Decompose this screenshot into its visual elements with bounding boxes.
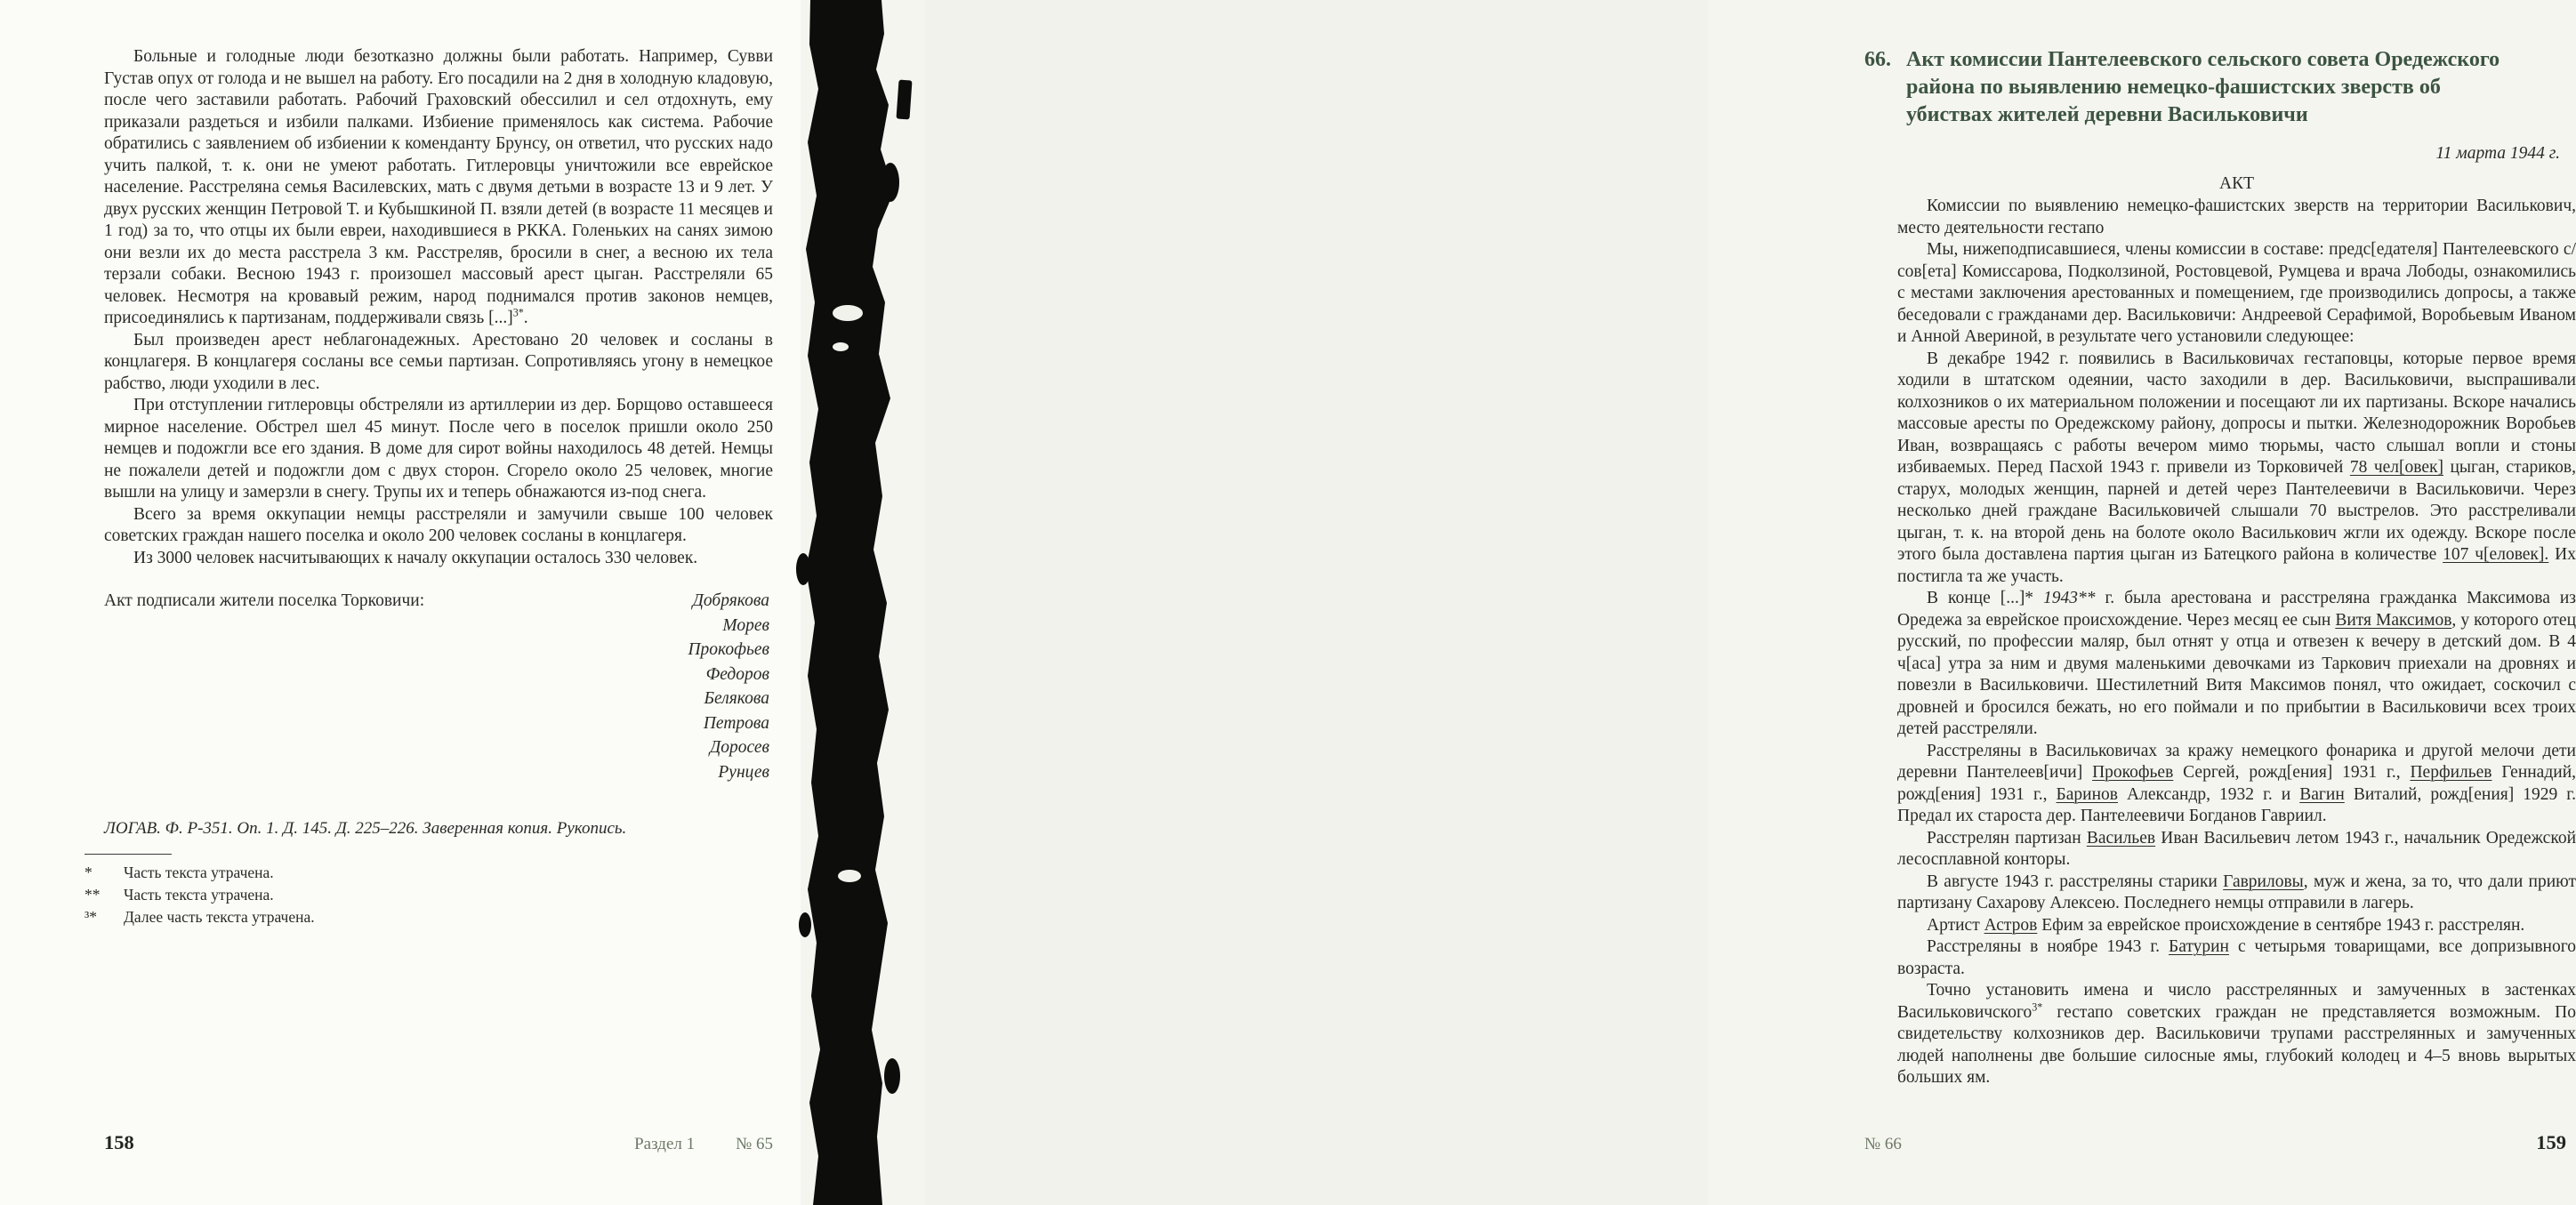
page-number: 159 bbox=[2536, 1131, 2566, 1153]
running-head-doc-number: № 65 bbox=[736, 1135, 773, 1153]
footnote-marker: ** bbox=[85, 886, 101, 904]
signature-name: Петрова bbox=[703, 713, 769, 733]
footnote-text: Далее часть текста утрачена. bbox=[124, 908, 315, 926]
signature-name: Морев bbox=[722, 615, 769, 635]
left-page-footer bbox=[104, 1131, 773, 1154]
footnote-text: Часть текста утрачена. bbox=[124, 886, 274, 904]
paragraph: Расстреляны в ноябре 1943 г. Батурин с четырьмя товарищами, все допризывного возраста. bbox=[1897, 937, 2576, 978]
signature-name: Прокофьев bbox=[688, 640, 769, 659]
signature-name: Добрякова bbox=[692, 591, 769, 610]
paragraph: Артист Астров Ефим за еврейское происхождение в сентябре 1943 г. расстрелян. bbox=[1927, 915, 2525, 935]
paragraph: Расстреляны в Васильковичах за кражу немецкого фонарика и другой мелочи дети деревни Пантелеев[ичи] Прокофьев Сергей, рожд[ения] 1931 г., Перфильев Геннадий, рожд[ения] 1931 г., Баринов Александр, 1932 г. и Вагин Виталий, рожд[ения] 1929 г. Предал их староста дер. Пантелеевичи Богданов Гавриил. bbox=[1897, 741, 2576, 825]
paragraph: Точно установить имена и число расстрелянных и замученных в застенках Васильковичского$^{3*}$ гестапо советских граждан не представляется возможным. По свидетельству колхозников дер. Васильковичи трупами расстрелянных и замученных людей наполнены две большие силосные ямы, глубокий колодец и 4–5 вновь вырытых больших ям. bbox=[1897, 981, 2576, 1087]
signature-name: Доросев bbox=[709, 738, 769, 757]
footnote bbox=[85, 862, 773, 884]
document-title: Акт комиссии Пантелеевского сельского совета Оредежского района по выявлению немецко-фашистских зверств об убиствах жителей деревни Васильковичи bbox=[1906, 48, 2500, 126]
archive-reference: ЛОГАВ. Ф. Р-351. Оп. 1. Д. 145. Д. 225–226. Заверенная копия. Рукопись. bbox=[104, 819, 627, 838]
signature-block bbox=[104, 589, 773, 786]
signature-name: Белякова bbox=[704, 689, 769, 708]
paragraph: Был произведен арест неблагонадежных. Арестовано 20 человек и сосланы в концлагеря. В концлагеря сосланы все семьи партизан. Сопротивляясь угону в немецкое рабство, люди уходили в лес. bbox=[104, 330, 773, 393]
gutter-ink-blob bbox=[794, 0, 931, 1205]
signature-name: Федоров bbox=[705, 664, 769, 684]
footnote-text: Часть текста утрачена. bbox=[124, 864, 274, 881]
paragraph: Комиссии по выявлению немецко-фашистских зверств на территории Василькович, место деятельности гестапо bbox=[1897, 197, 2576, 237]
footnote bbox=[85, 884, 773, 906]
signature-intro: Акт подписали жители поселка Торковичи: bbox=[104, 591, 425, 610]
right-page-footer bbox=[1864, 1131, 2566, 1154]
running-head-section: Раздел 1 bbox=[634, 1135, 696, 1153]
document-body bbox=[1897, 172, 2576, 1089]
footnote-marker: * bbox=[85, 864, 93, 881]
footnote-marker: ³* bbox=[85, 908, 97, 926]
document-heading: АКТ bbox=[2219, 174, 2254, 193]
document-title-row bbox=[1864, 46, 2576, 129]
right-page-text-column bbox=[1864, 46, 2576, 1089]
paragraph: Всего за время оккупации немцы расстреляли и замучили свыше 100 человек советских граждан нашего поселка и около 200 человек сосланы в концлагеря. bbox=[104, 504, 773, 545]
paragraph: В августе 1943 г. расстреляны старики Гавриловы, муж и жена, за то, что дали приют партизану Сахарову Алексею. Последнего немцы отправили в лагерь. bbox=[1897, 872, 2576, 912]
signature-name: Рунцев bbox=[718, 762, 769, 782]
running-head-doc-number: № 66 bbox=[1864, 1135, 1902, 1153]
document-date: 11 марта 1944 г. bbox=[2435, 144, 2560, 163]
footnotes bbox=[85, 862, 773, 928]
paragraph: Из 3000 человек насчитывающих к началу оккупации осталось 330 человек. bbox=[133, 548, 698, 567]
footnote bbox=[85, 906, 773, 928]
footnote-separator bbox=[85, 854, 172, 855]
left-page bbox=[0, 0, 801, 1205]
left-page-text-column bbox=[85, 46, 773, 928]
signature-names bbox=[104, 589, 773, 784]
book-gutter-ink bbox=[794, 0, 931, 1205]
paragraph: В конце [...]* 1943** г. была арестована и расстреляна гражданка Максимова из Оредежа за еврейское происхождение. Через месяц ее сын Витя Максимов, у которого отец русский, по профессии маляр, был отнят у отца и отвезен к вечеру в детский дом. В 4 ч[аса] утра за ним и двумя маленькими девочками из Таркович приехали на дровнях и повезли в Васильковичи. Шестилетний Витя Максимов понял, что ожидает, соскочил с дровней и бросился бежать, но его поймали и по прибытии в Васильковичи всех троих детей расстреляли. bbox=[1897, 589, 2576, 738]
paragraph: Больные и голодные люди безотказно должны были работать. Например, Сувви Густав опух от голода и не вышел на работу. Его посадили на 2 дня в холодную кладовую, после чего заставили работать. Рабочий Граховский обессилил и сел отдохнуть, ему приказали раздеться и избили палками. Избиение применялось как система. Рабочие обратились с заявлением об избиении к коменданту Брунсу, он ответил, что русских надо учить палкой, т. к. они не умеют работать. Гитлеровцы уничтожили все еврейское население. Расстреляна семья Василевских, мать с двумя детьми в возрасте 13 и 9 лет. У двух русских женщин Петровой Т. и Кубышкиной П. взяли детей (в возрасте 11 месяцев и 1 год) за то, что отцы их были евреи, находившиеся в РККА. Голеньких на санях зимою они везли их до места расстрела 3 км. Расстреляв, бросили в снег, а весною их тела терзали собаки. Весною 1943 г. произошел массовый арест цыган. Расстреляли 65 человек. Несмотря на кровавый режим, народ поднимался против законов немцев, присоединялись к партизанам, поддерживали связь [...]$^{3*}$. bbox=[104, 47, 773, 327]
document-number: 66. bbox=[1864, 48, 1891, 71]
paragraph: Расстрелян партизан Васильев Иван Васильевич летом 1943 г., начальник Оредежской лесосплавной конторы. bbox=[1897, 828, 2576, 869]
paragraph: В декабре 1942 г. появились в Васильковичах гестаповцы, которые первое время ходили в штатском одеянии, часто заходили в дер. Васильковичи, выспрашивали колхозников о их материальном положении и посещают ли их партизаны. Вскоре начались массовые аресты по Оредежскому району, допросы и пытки. Железнодорожник Воробьев Иван, возвращаясь с работы вечером мимо тюрьмы, часто слышал вопли и стоны избиваемых. Перед Пасхой 1943 г. привели из Торковичей 78 чел[овек] цыган, стариков, старух, молодых женщин, парней и детей через Пантелеевичи в Васильковичи. Через несколько дней граждане Васильковичей слышали 70 выстрелов. Это расстреливали цыган, т. к. на второй день на болоте около Василькович жгли их одежду. Вскоре после этого была доставлена партия цыган из Батецкого района в количестве 107 ч[еловек]. Их постигла та же участь. bbox=[1897, 349, 2576, 586]
paragraph: Мы, нижеподписавшиеся, члены комиссии в составе: предс[едателя] Пантелеевского с/сов[ета] Комиссарова, Подколзиной, Ростовцевой, Румцева и врача Лободы, ознакомились с местами заключения арестованных и помещением, где производились допросы, а также беседовали с гражданами дер. Васильковичи: Андреевой Серафимой, Воробьевым Иваном и Анной Авериной, в результате чего установили следующее: bbox=[1897, 240, 2576, 346]
right-page bbox=[925, 0, 2576, 1205]
paragraph: При отступлении гитлеровцы обстреляли из артиллерии из дер. Борщово оставшееся мирное население. Обстрел шел 45 минут. После чего в поселок пришли около 250 немцев и подожгли все его здания. В доме для сирот войны находилось 48 детей. Немцы не пожалели детей и подожгли дом с двух сторон. Сгорело около 25 человек, многие вышли на улицу и замерзли в снегу. Трупы их и теперь обнажаются из-под снега. bbox=[104, 396, 773, 502]
page-number: 158 bbox=[104, 1131, 134, 1153]
